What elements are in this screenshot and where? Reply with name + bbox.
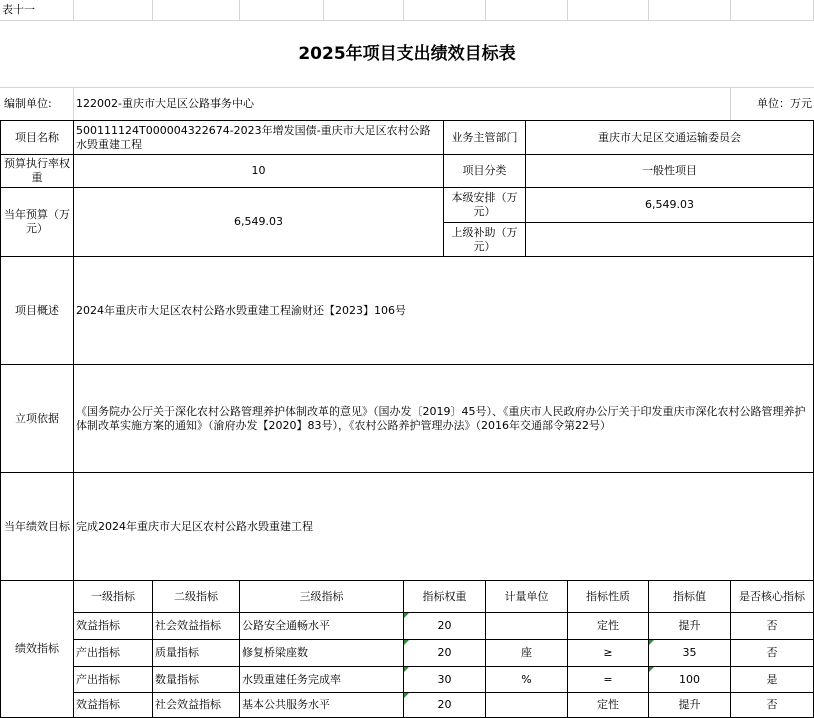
- value-cell: 提升: [649, 613, 731, 640]
- compile-unit-value: 122002-重庆市大足区公路事务中心: [74, 88, 394, 120]
- dept-label: 业务主管部门: [444, 120, 526, 155]
- core-cell: 否: [731, 613, 814, 640]
- weight-cell: 20: [404, 693, 486, 718]
- nature-cell: =: [568, 667, 649, 693]
- local-funding-label: 本级安排（万元）: [444, 188, 526, 223]
- gridline: [567, 0, 568, 20]
- project-name-value: 500111124T000004322674-2023年增发国债-重庆市大足区农村公路水毁重建工程: [74, 120, 444, 155]
- indicator-header: 指标性质: [568, 581, 649, 613]
- value-cell: 100: [649, 667, 731, 693]
- value-cell: 提升: [649, 693, 731, 718]
- compile-unit-label: 编制单位:: [2, 88, 73, 120]
- goal-label: 当年绩效目标: [0, 473, 74, 581]
- weight-cell: 20: [404, 640, 486, 667]
- level1-cell: 效益指标: [74, 693, 153, 718]
- overview-value: 2024年重庆市大足区农村公路水毁重建工程渝财还【2023】106号: [74, 257, 814, 365]
- unit-cell: [486, 693, 568, 718]
- level3-cell: 水毁重建任务完成率: [240, 667, 404, 693]
- indicator-header: 一级指标: [74, 581, 153, 613]
- weight-value: 10: [74, 155, 444, 188]
- level1-cell: 产出指标: [74, 640, 153, 667]
- level2-cell: 数量指标: [153, 667, 240, 693]
- unit-cell: %: [486, 667, 568, 693]
- indicator-header: 指标值: [649, 581, 731, 613]
- level2-cell: 社会效益指标: [153, 693, 240, 718]
- level2-cell: 社会效益指标: [153, 613, 240, 640]
- level1-cell: 产出指标: [74, 667, 153, 693]
- indicator-header: 指标权重: [404, 581, 486, 613]
- level3-cell: 公路安全通畅水平: [240, 613, 404, 640]
- dept-value: 重庆市大足区交通运输委员会: [526, 120, 814, 155]
- gridline: [730, 0, 731, 20]
- level3-cell: 修复桥梁座数: [240, 640, 404, 667]
- project-name-label: 项目名称: [0, 120, 74, 155]
- indicator-header: 计量单位: [486, 581, 568, 613]
- core-cell: 否: [731, 693, 814, 718]
- category-value: 一般性项目: [526, 155, 814, 188]
- core-cell: 是: [731, 667, 814, 693]
- nature-cell: 定性: [568, 693, 649, 718]
- table-number: 表十一: [0, 2, 73, 18]
- gridline: [73, 0, 74, 20]
- nature-cell: ≥: [568, 640, 649, 667]
- unit-label: 单位：万元: [731, 88, 814, 120]
- budget-value: 6,549.03: [74, 188, 444, 257]
- gridline: [485, 0, 486, 20]
- overview-label: 项目概述: [0, 257, 74, 365]
- core-cell: 否: [731, 640, 814, 667]
- weight-label: 预算执行率权重: [0, 155, 74, 188]
- level2-cell: 质量指标: [153, 640, 240, 667]
- gridline: [323, 0, 324, 20]
- weight-cell: 30: [404, 667, 486, 693]
- goal-value: 完成2024年重庆市大足区农村公路水毁重建工程: [74, 473, 814, 581]
- gridline: [239, 0, 240, 20]
- gridline: [403, 0, 404, 20]
- category-label: 项目分类: [444, 155, 526, 188]
- unit-cell: 座: [486, 640, 568, 667]
- weight-cell: 20: [404, 613, 486, 640]
- local-funding-value: 6,549.03: [526, 188, 814, 223]
- level1-cell: 效益指标: [74, 613, 153, 640]
- nature-cell: 定性: [568, 613, 649, 640]
- indicator-header: 二级指标: [153, 581, 240, 613]
- page-title: 2025年项目支出绩效目标表: [0, 21, 814, 87]
- upper-subsidy-value: [526, 223, 814, 257]
- indicators-label: 绩效指标: [0, 581, 74, 718]
- gridline: [152, 0, 153, 20]
- basis-label: 立项依据: [0, 365, 74, 473]
- unit-cell: [486, 613, 568, 640]
- budget-label: 当年预算（万元）: [0, 188, 74, 257]
- level3-cell: 基本公共服务水平: [240, 693, 404, 718]
- indicator-header: 三级指标: [240, 581, 404, 613]
- indicator-header: 是否核心指标: [731, 581, 814, 613]
- basis-value: 《国务院办公厅关于深化农村公路管理养护体制改革的意见》（国办发〔2019〕45号）、《重庆市人民政府办公厅关于印发重庆市深化农村公路管理养护体制改革实施方案的通知》（渝府办发【2020】83号），《农村公路养护管理办法》（2016年交通部令第22号）: [74, 365, 814, 473]
- upper-subsidy-label: 上级补助（万元）: [444, 223, 526, 257]
- value-cell: 35: [649, 640, 731, 667]
- gridline: [648, 0, 649, 20]
